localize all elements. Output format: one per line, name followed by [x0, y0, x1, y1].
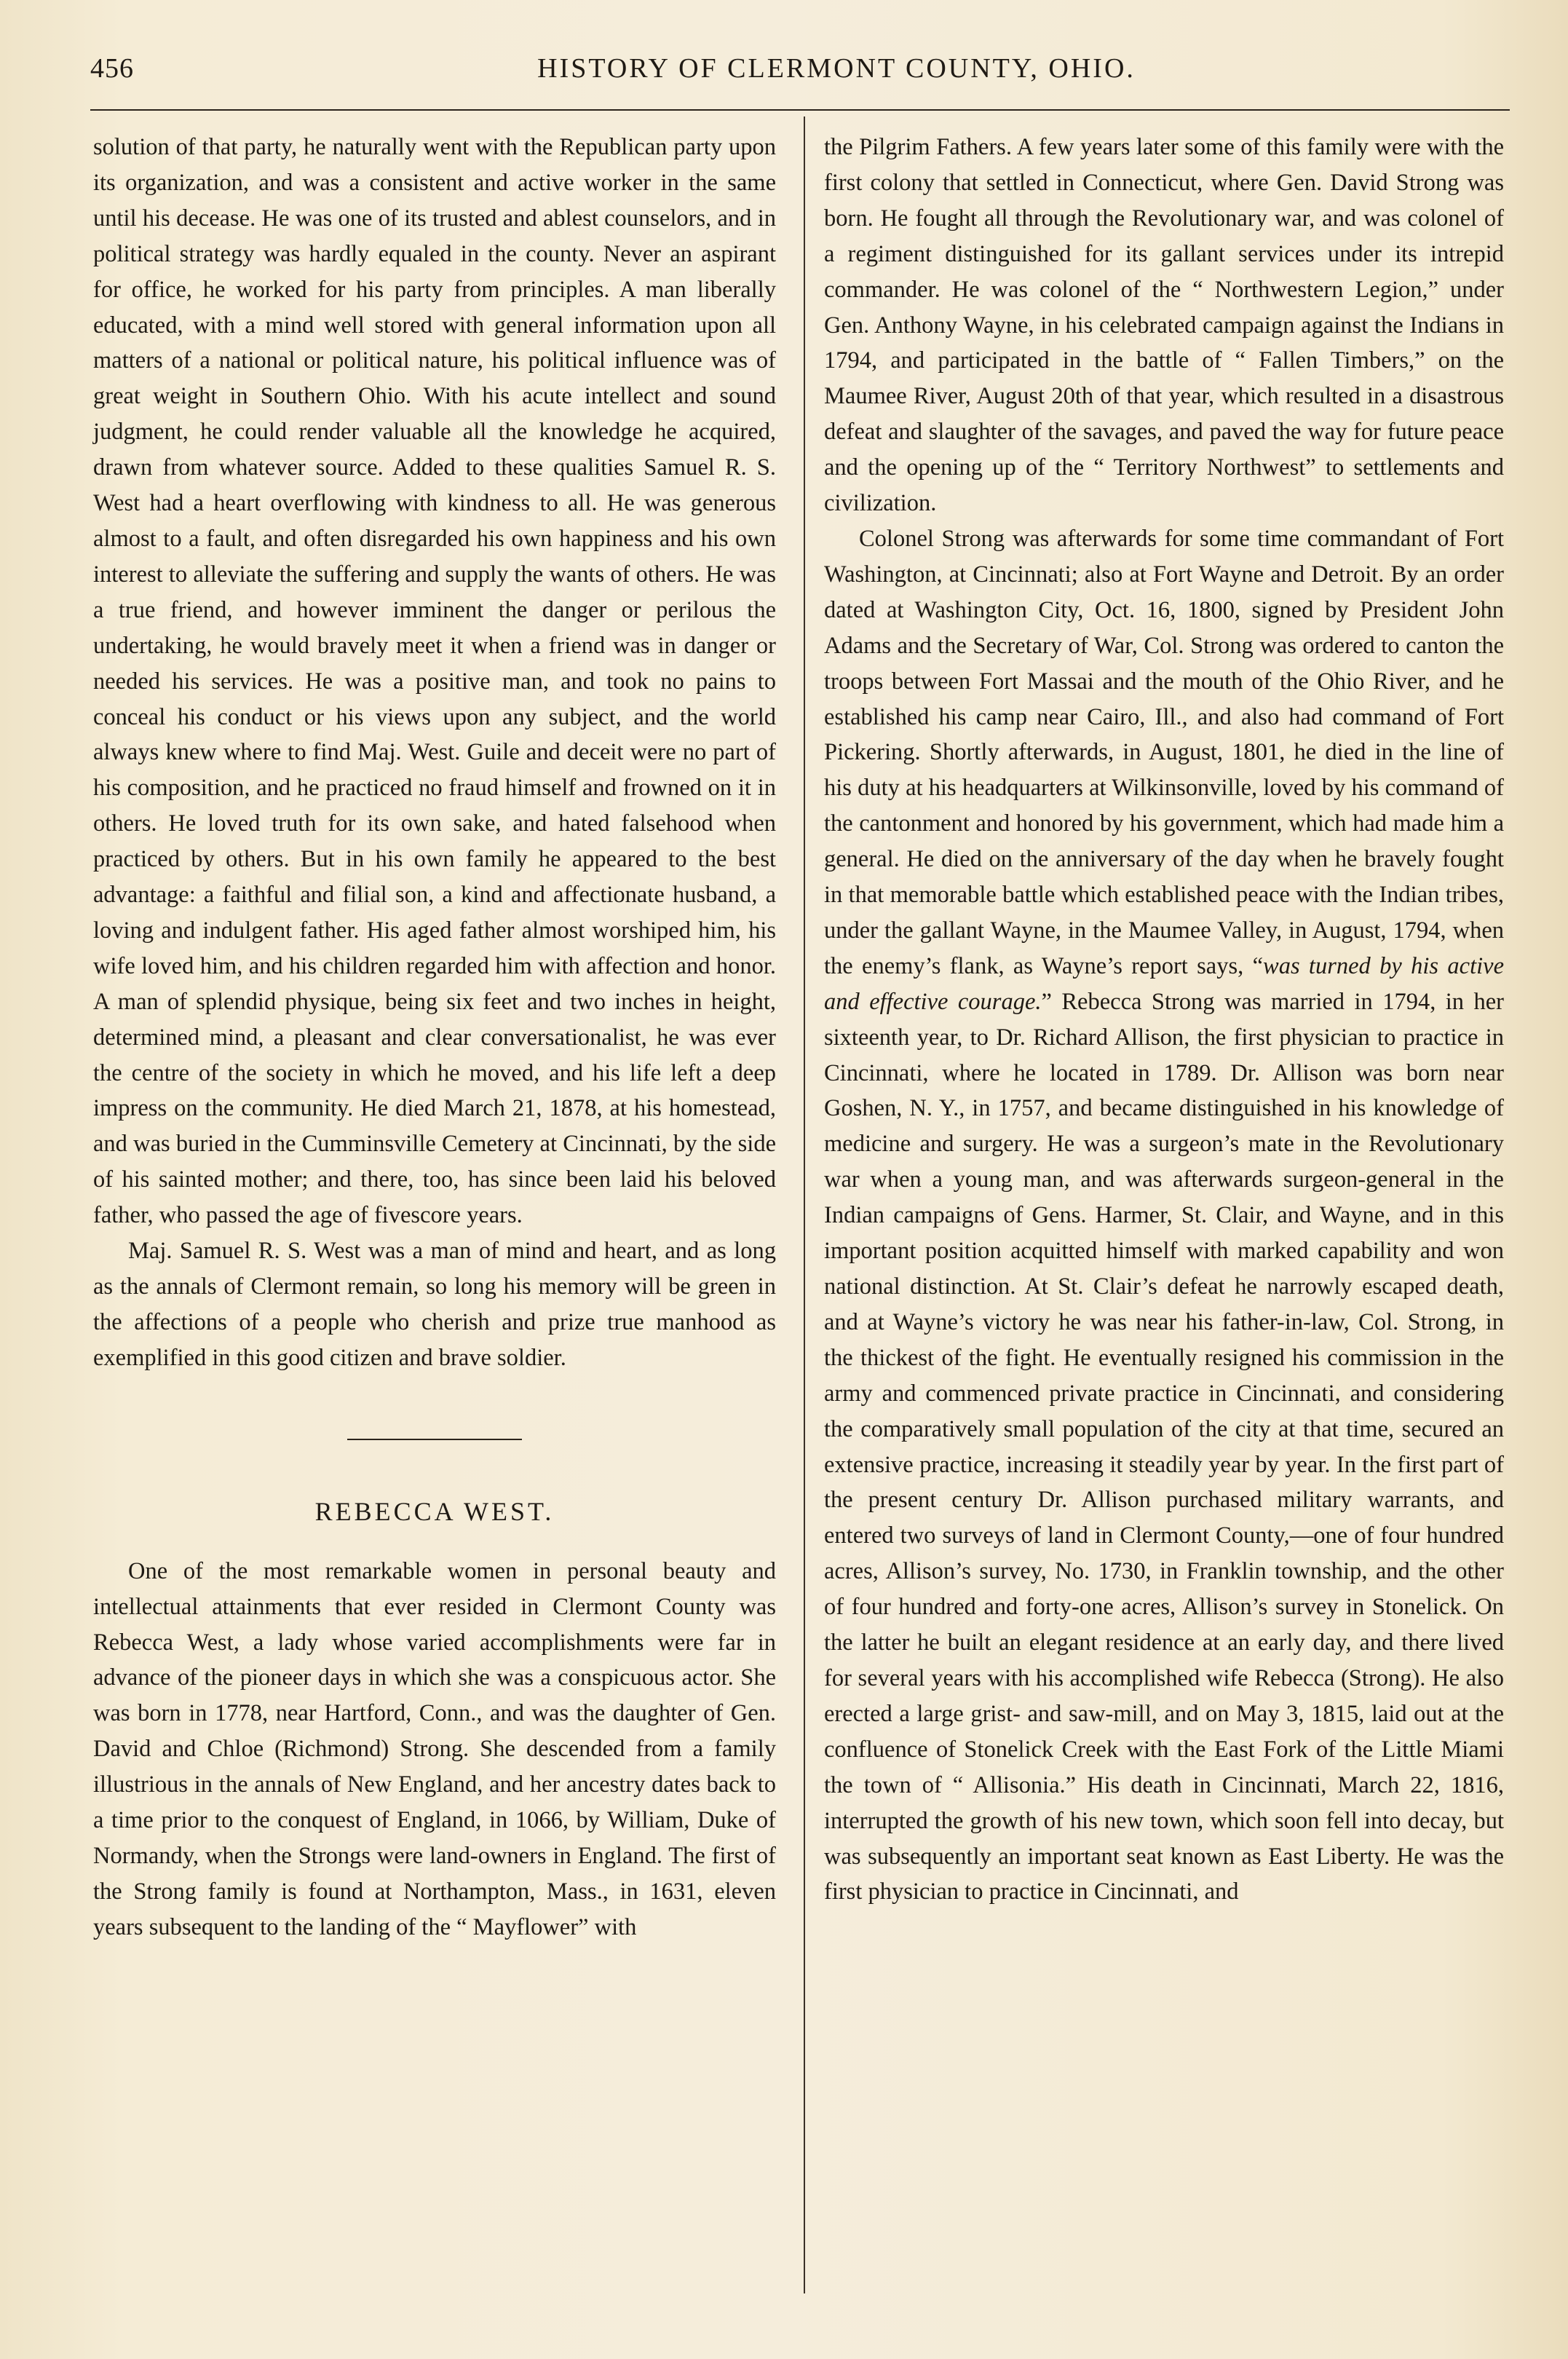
- page-number: 456: [90, 53, 134, 84]
- right-paragraph-2-start: Colonel Strong was afterwards for some time commandant of Fort Washington, at Cincinnati; also at Fort Wayne and Detroit. By an order dated at Washington City, Oct. 16, 1800, signed by President John Adams and the Secretary of War, Col. Strong was ordered to canton the troops between Fort Massai and the mouth of the Ohio River, and he established his camp near Cairo, Ill., and also had command of Fort Pickering. Shortly afterwards, in August, 1801, he died in the line of his duty at his headquarters at Wilkinsonville, loved by his command of the cantonment and honored by his government, which had made him a general. He died on the anniversary of the day when he bravely fought in that memorable battle which established peace with the Indian tribes, under the gallant Wayne, in the Maumee Valley, in August, 1794, when the enemy’s flank, as Wayne’s report says, “: [824, 525, 1504, 979]
- right-column: [824, 130, 1504, 1910]
- wayne-report-quote: was turned by his active and effective courage.: [824, 952, 1504, 1015]
- header-rule: [90, 109, 1510, 111]
- section-divider: [347, 1439, 522, 1440]
- left-paragraph-3: One of the most remarkable women in personal beauty and intellectual attainments that ever resided in Clermont County was Rebecca West, a lady whose varied accomplishments were far in advance of the pioneer days in which she was a conspicuous actor. She was born in 1778, near Hartford, Conn., and was the daughter of Gen. David and Chloe (Richmond) Strong. She descended from a family illustrious in the annals of New England, and her ancestry dates back to a time prior to the conquest of England, in 1066, by William, Duke of Normandy, when the Strongs were land-owners in England. The first of the Strong family is found at Northampton, Mass., in 1631, eleven years subsequent to the landing of the “ Mayflower” with: [93, 1557, 776, 1940]
- running-title: HISTORY OF CLERMONT COUNTY, OHIO.: [537, 53, 1136, 84]
- right-paragraph-2: [824, 521, 1504, 1910]
- left-paragraph-2: Maj. Samuel R. S. West was a man of mind and heart, and as long as the annals of Clermont remain, so long his memory will be green in the affections of a people who cherish and prize true manhood as exemplified in this good citizen and brave soldier.: [93, 1238, 776, 1371]
- column-divider: [804, 116, 805, 2293]
- left-paragraph-1: solution of that party, he naturally went with the Republican party upon its organization, and was a consistent and active worker in the same until his decease. He was one of its trusted and ablest counselors, and in political strategy was hardly equaled in the county. Never an aspirant for office, he worked for his party from principles. A man liberally educated, with a mind well stored with general information upon all matters of a national or political nature, his political influence was of great weight in Southern Ohio. With his acute intellect and sound judgment, he could render valuable all the knowledge he acquired, drawn from whatever source. Added to these qualities Samuel R. S. West had a heart overflowing with kindness to all. He was generous almost to a fault, and often disregarded his own happiness and his own interest to alleviate the suffering and supply the wants of others. He was a true friend, and however imminent the danger or perilous the undertaking, he would bravely meet it when a friend was in danger or needed his services. He was a positive man, and took no pains to conceal his conduct or his views upon any subject, and the world always knew where to find Maj. West. Guile and deceit were no part of his composition, and he practiced no fraud himself and frowned on it in others. He loved truth for its own sake, and hated falsehood when practiced by others. But in his own family he appeared to the best advantage: a faithful and filial son, a kind and affectionate husband, a loving and indulgent father. His aged father almost worshiped him, his wife loved him, and his children regarded him with affection and honor. A man of splendid physique, being six feet and two inches in height, determined mind, a pleasant and clear conversationalist, he was ever the centre of the society in which he moved, and his life left a deep impress on the community. He died March 21, 1878, at his homestead, and was buried in the Cumminsville Cemetery at Cincinnati, by the side of his sainted mother; and there, too, has since been laid his beloved father, who passed the age of fivescore years.: [93, 134, 776, 1229]
- page-header: [90, 47, 1502, 90]
- section-heading: REBECCA WEST.: [314, 1496, 555, 1526]
- left-column: [93, 130, 776, 1945]
- right-paragraph-2-end: ” Rebecca Strong was married in 1794, in her sixteenth year, to Dr. Richard Allison, the first physician to practice in Cincinnati, where he located in 1789. Dr. Allison was born near Goshen, N. Y., in 1757, and became distinguished in his knowledge of medicine and surgery. He was a surgeon’s mate in the Revolutionary war when a young man, and was afterwards surgeon-general in the Indian campaigns of Gens. Harmer, St. Clair, and Wayne, and in this important position acquitted himself with marked capability and won national distinction. At St. Clair’s defeat he narrowly escaped death, and at Wayne’s victory he was near his father-in-law, Col. Strong, in the thickest of the fight. He eventually resigned his commission in the army and commenced private practice in Cincinnati, and considering the comparatively small population of the city at that time, secured an extensive practice, increasing it steadily year by year. In the first part of the present century Dr. Allison purchased military warrants, and entered two surveys of land in Clermont County,—one of four hundred acres, Allison’s survey, No. 1730, in Franklin township, and the other of four hundred and forty-one acres, Allison’s survey in Stonelick. On the latter he built an elegant residence at an early day, and there lived for several years with his accomplished wife Rebecca (Strong). He also erected a large grist- and saw-mill, and on May 3, 1815, laid out at the confluence of Stonelick Creek with the East Fork of the Little Miami the town of “ Allisonia.” His death in Cincinnati, March 22, 1816, interrupted the growth of his new town, which soon fell into decay, but was subsequently an important seat known as East Liberty. He was the first physician to practice in Cincinnati, and: [824, 988, 1505, 1905]
- right-paragraph-1: the Pilgrim Fathers. A few years later some of this family were with the first colony that settled in Connecticut, where Gen. David Strong was born. He fought all through the Revolutionary war, and was colonel of a regiment distinguished for its gallant services under its intrepid commander. He was colonel of the “ Northwestern Legion,” under Gen. Anthony Wayne, in his celebrated campaign against the Indians in 1794, and participated in the battle of “ Fallen Timbers,” on the Maumee River, August 20th of that year, which resulted in a disastrous defeat and slaughter of the savages, and paved the way for future peace and the opening up of the “ Territory Northwest” to settlements and civilization.: [824, 134, 1504, 517]
